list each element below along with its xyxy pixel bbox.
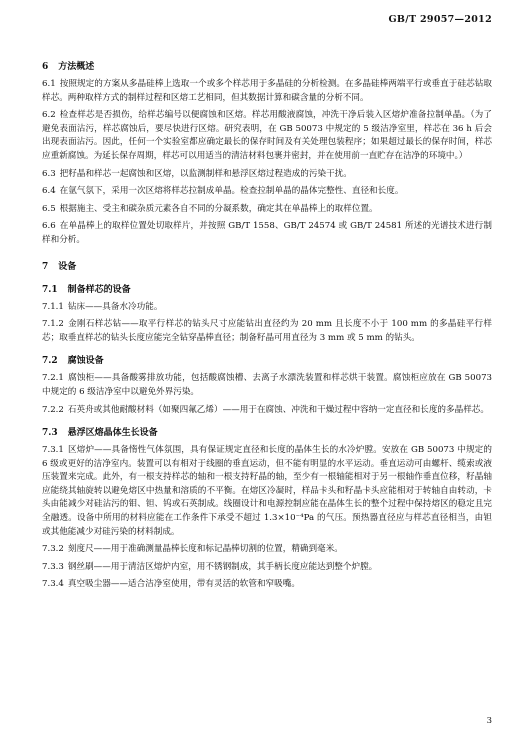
clause-text: 钻床——具备水冷功能。 — [67, 301, 163, 312]
clause-number: 6.2 — [42, 110, 56, 121]
clause-text: 刻度尺——用于准确测量晶棒长度和标记晶棒切割的位置，精确到毫米。 — [67, 544, 343, 555]
section-title: 腐蚀设备 — [67, 356, 104, 367]
clause-paragraph — [42, 372, 492, 399]
clause-paragraph — [42, 404, 492, 418]
section-title: 悬浮区熔晶体生长设备 — [67, 428, 158, 439]
section-number: 7.2 — [42, 356, 58, 367]
clause-number: 7.2.1 — [42, 373, 64, 384]
clause-text: 检查样芯是否损伤，给样芯编号以便腐蚀和区熔。样芯用酸液腐蚀，冲洗干净后装入区熔炉准备拉制单晶。（为了避免表面沾污，样芯腐蚀后，要尽快进行区熔。研究表明，在 GB 50073 中规定的 5 级洁净室里，样芯在 36 h 后会出现表面沾污。因此，任何一个实验室都应确定最长的保存时间及有关处理包装程序；如果超过最长的保存时间，样芯应重新腐蚀。为延长保存周期，样芯可以用适当的清洁材料包裹并密封，并在使用前一直贮存在洁净的环境中。） — [42, 110, 492, 161]
clause-text: 按照规定的方案从多晶硅棒上选取一个或多个样芯用于多晶硅的分析检测。在多晶硅棒两端平行或垂直于硅芯钻取样芯。两种取样方式的制样过程和区熔工艺相同，但其数据计算和碳含量的分析不同。 — [42, 79, 492, 103]
clause-text: 把籽晶和样芯一起腐蚀和区熔，以监测制样和悬浮区熔过程造成的污染干扰。 — [59, 168, 352, 179]
section-heading — [42, 354, 492, 368]
clause-paragraph — [42, 168, 492, 182]
clause-paragraph — [42, 185, 492, 199]
clause-paragraph — [42, 220, 492, 247]
clause-text: 真空吸尘器——适合洁净室使用，带有灵活的软管和窄吸嘴。 — [67, 579, 300, 590]
section-title: 方法概述 — [58, 62, 95, 72]
section-number: 7 — [42, 261, 49, 272]
document-body — [42, 60, 492, 592]
clause-number: 6.5 — [42, 203, 56, 214]
clause-paragraph — [42, 203, 492, 217]
clause-number: 6.1 — [42, 79, 56, 89]
clause-text: 钢丝刷——用于清洁区熔炉内室，用不锈钢制成，其手柄长度应能达到整个炉膛。 — [67, 561, 378, 572]
clause-number: 7.3.3 — [42, 561, 64, 572]
clause-number: 6.3 — [42, 168, 56, 179]
clause-paragraph — [42, 109, 492, 163]
clause-text: 金刚石样芯钻——取平行样芯的钻头尺寸应能钻出直径约为 20 mm 且长度不小于 100 mm 的多晶硅平行样芯；取垂直样芯的钻头长度应能完全钻穿晶棒直径；制备籽晶可用直径为 3 mm 或 5 mm 的钻头。 — [42, 319, 492, 343]
section-heading — [42, 260, 492, 274]
clause-number: 7.2.2 — [42, 404, 64, 415]
section-heading — [42, 60, 492, 74]
clause-paragraph — [42, 78, 492, 105]
clause-paragraph — [42, 301, 492, 315]
clause-number: 7.3.1 — [42, 445, 64, 456]
clause-number: 7.1.1 — [42, 301, 64, 312]
clause-number: 6.6 — [42, 221, 56, 232]
section-heading — [42, 426, 492, 440]
clause-number: 7.3.4 — [42, 579, 64, 590]
clause-text: 区熔炉——具备惰性气体氛围，具有保证规定直径和长度的晶体生长的水冷炉膛。安放在 GB 50073 中规定的 6 级或更好的洁净室内。装置可以有相对于线圈的垂直运动，但不能有明显的水平运动。垂直运动可由螺杆、缆索或液压装置来完成。此外，有一根支持样芯的轴和一根支持籽晶的轴，至少有一根轴能相对于另一根轴作垂直位移，籽晶轴应能绕其轴旋转以避免熔区中热量和溶质的不平衡。在熔区冷凝时，样品卡头和籽晶卡头应能相对于转轴自由转动，卡头由能减少对硅沾污的钼、钽、钨或石英制成。线圈设计和电源控制应能在晶体生长的整个过程中保持熔区的稳定且完全融透。设备中所用的材料应能在工作条件下承受不超过 1.3×10⁻⁴Pa 的气压。预热器直径应与样芯直径相当，由钽或其他能减少对硅污染的材料制成。 — [42, 445, 492, 537]
section-number: 7.3 — [42, 428, 58, 439]
clause-text: 在单晶棒上的取样位置处切取样片，并按照 GB/T 1558、GB/T 24574 或 GB/T 24581 所述的光谱技术进行制样和分析。 — [42, 221, 492, 245]
clause-text: 在氩气氛下，采用一次区熔将样芯拉制成单晶。检查拉制单晶的晶体完整性、直径和长度。 — [59, 186, 404, 197]
clause-text: 石英舟或其他耐酸材料（如聚四氟乙烯）——用于在腐蚀、冲洗和干燥过程中容纳一定直径和长度的多晶样芯。 — [67, 404, 489, 415]
section-title: 制备样芯的设备 — [67, 284, 131, 295]
clause-number: 7.3.2 — [42, 544, 64, 555]
clause-paragraph — [42, 318, 492, 345]
clause-paragraph — [42, 543, 492, 557]
clause-number: 7.1.2 — [42, 319, 64, 330]
clause-text: 根据施主、受主和碳杂质元素各自不同的分凝系数，确定其在单晶棒上的取样位置。 — [59, 203, 378, 214]
clause-paragraph — [42, 578, 492, 592]
section-title: 设备 — [58, 261, 77, 272]
standard-number-header: GB/T 29057—2012 — [388, 14, 492, 25]
section-number: 7.1 — [42, 284, 58, 295]
clause-paragraph — [42, 561, 492, 575]
section-number: 6 — [42, 62, 49, 72]
clause-paragraph — [42, 444, 492, 539]
clause-number: 6.4 — [42, 186, 56, 197]
clause-text: 腐蚀柜——具备酸雾排放功能，包括酸腐蚀槽、去离子水漂洗装置和样芯烘干装置。腐蚀柜应放在 GB 50073 中规定的 6 级洁净室中以避免外界污染。 — [42, 373, 492, 397]
section-heading — [42, 283, 492, 297]
page-number: 3 — [486, 716, 492, 726]
